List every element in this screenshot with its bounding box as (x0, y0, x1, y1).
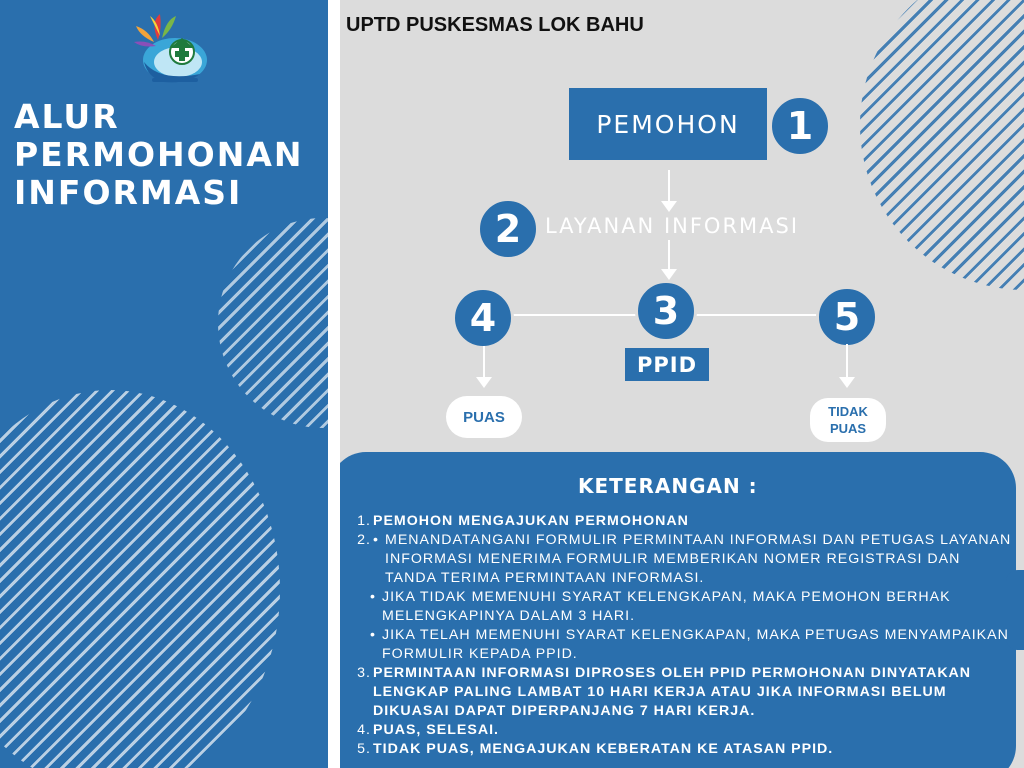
step-number-4: 4 (452, 287, 514, 349)
bullet-icon: • (370, 589, 376, 605)
item-text: JIKA TELAH MEMENUHI SYARAT KELENGKAPAN, MAKA PETUGAS MENYAMPAIKAN FORMULIR KEPADA PPID. (382, 627, 1009, 662)
list-item (354, 740, 1014, 759)
list-item (354, 721, 1014, 740)
item-number: 2. (357, 532, 371, 548)
bullet-icon: • (370, 627, 376, 643)
item-text: PERMINTAAN INFORMASI DIPROSES OLEH PPID PERMOHONAN DINYATAKAN LENGKAP PALING LAMBAT 10 HARI KERJA ATAU JIKA INFORMASI BELUM DIKUASAI DAPAT DIPERPANJANG 7 HARI KERJA. (373, 665, 972, 719)
left-panel (0, 0, 328, 768)
item-text: JIKA TIDAK MEMENUHI SYARAT KELENGKAPAN, MAKA PEMOHON BERHAK MELENGKAPINYA DALAM 3 HARI. (382, 589, 951, 624)
panel-divider (328, 0, 340, 768)
flow-arrow (483, 346, 485, 378)
item-text: MENANDATANGANI FORMULIR PERMINTAAN INFORMASI DAN PETUGAS LAYANAN INFORMASI MENERIMA FORMULIR MEMBERIKAN NOMER REGISTRASI DAN TANDA TERIMA PERMINTAAN INFORMASI. (385, 532, 1012, 586)
bullet-icon: • (373, 532, 379, 548)
organization-header: UPTD PUSKESMAS LOK BAHU (346, 14, 644, 36)
list-item (354, 512, 1014, 531)
tidak-puas-line: TIDAK (828, 404, 868, 419)
list-item (354, 664, 1014, 721)
title-line: PERMOHONAN (14, 135, 304, 174)
step-number-2: 2 (477, 198, 539, 260)
keterangan-title: KETERANGAN : (578, 474, 758, 498)
step-number-5: 5 (816, 286, 878, 348)
tidak-puas-line: PUAS (829, 421, 867, 436)
list-subitem (370, 588, 1014, 626)
puas-label: PUAS (446, 396, 522, 438)
page-title (14, 98, 303, 212)
layanan-informasi-label: LAYANAN INFORMASI (545, 214, 800, 238)
item-number: 1. (357, 513, 371, 529)
decorative-hatch-circle (218, 218, 328, 428)
item-number: 5. (357, 741, 371, 757)
flow-arrow (846, 344, 848, 378)
decorative-hatch-circle (860, 0, 1024, 290)
step-number-3: 3 (635, 280, 697, 342)
item-number: 4. (357, 722, 371, 738)
flow-arrow (668, 170, 670, 202)
item-number: 3. (357, 665, 371, 681)
item-text: PUAS, SELESAI. (373, 722, 499, 738)
list-item (354, 531, 1014, 588)
keterangan-list (354, 512, 1014, 759)
pemohon-box: PEMOHON (569, 88, 767, 160)
ppid-box: PPID (625, 348, 709, 381)
right-panel (340, 0, 1024, 768)
list-subitem (370, 626, 1014, 664)
flow-arrow (668, 240, 670, 270)
decorative-hatch-circle-large (0, 390, 280, 768)
item-text: TIDAK PUAS, MENGAJUKAN KEBERATAN KE ATASAN PPID. (373, 741, 834, 757)
puskesmas-logo-icon (130, 10, 220, 90)
title-line: INFORMASI (14, 173, 243, 212)
tidak-puas-label (810, 398, 886, 442)
item-text: PEMOHON MENGAJUKAN PERMOHONAN (373, 513, 689, 529)
title-line: ALUR (14, 97, 120, 136)
step-number-1: 1 (769, 95, 831, 157)
